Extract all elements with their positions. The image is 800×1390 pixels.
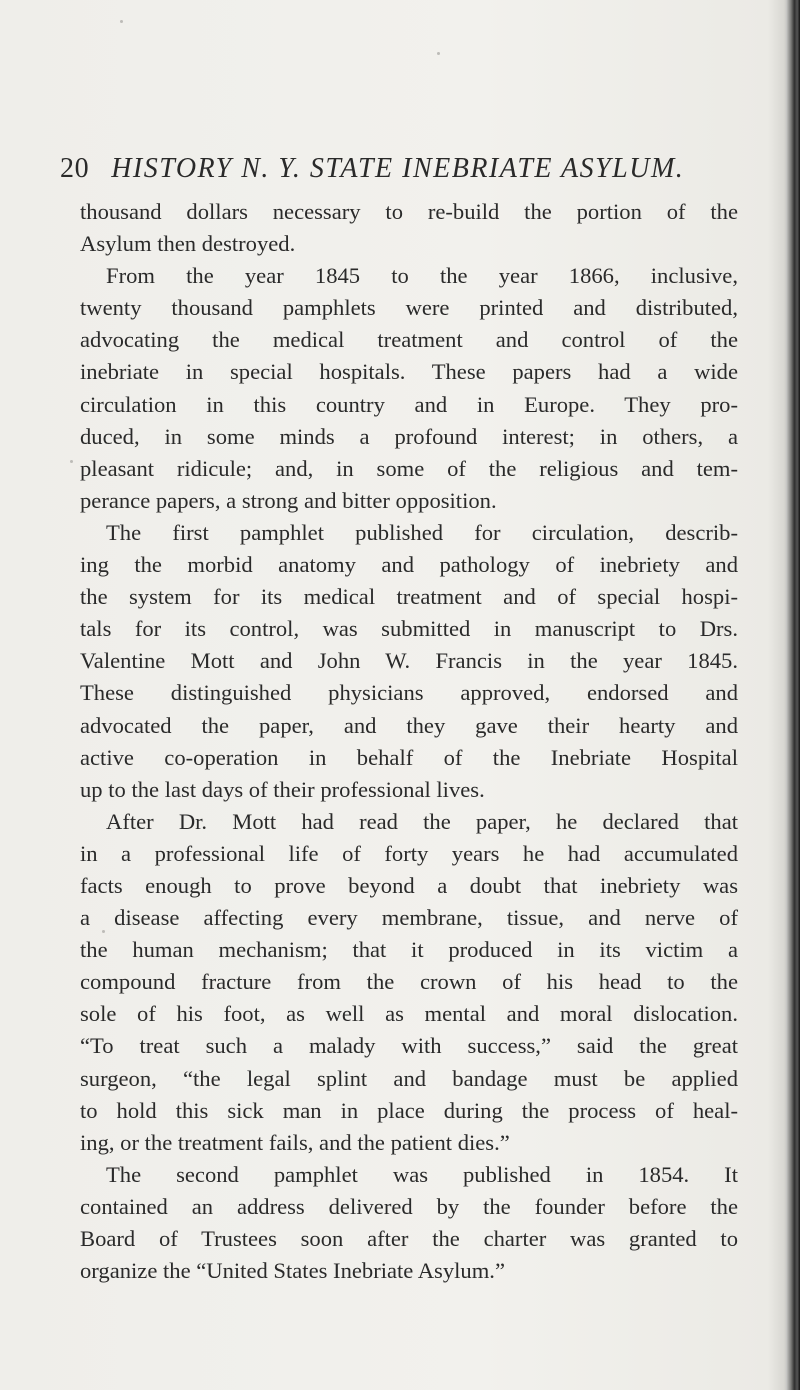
- text-line: a disease affecting every membrane, tissue, and nerve of: [80, 905, 738, 931]
- text-line: “To treat such a malady with success,” said the great: [80, 1033, 738, 1059]
- text-line: contained an address delivered by the founder before the: [80, 1193, 738, 1219]
- text-line: From the year 1845 to the year 1866, inclusive,: [106, 263, 738, 289]
- text-line: advocating the medical treatment and control of the: [80, 327, 738, 353]
- text-line: These distinguished physicians approved, endorsed and: [80, 680, 738, 706]
- page-number: 20: [60, 153, 90, 184]
- text-line: organize the “United States Inebriate Asylum.”: [80, 1258, 505, 1284]
- text-line: Asylum then destroyed.: [80, 231, 296, 257]
- text-line: tals for its control, was submitted in manuscript to Drs.: [80, 616, 738, 642]
- text-line: perance papers, a strong and bitter opposition.: [80, 487, 497, 513]
- paper-speck: [120, 20, 123, 23]
- text-line: inebriate in special hospitals. These papers had a wide: [80, 359, 738, 385]
- text-line: pleasant ridicule; and, in some of the religious and tem-: [80, 455, 738, 481]
- text-line: The second pamphlet was published in 1854. It: [106, 1161, 738, 1187]
- text-line: ing, or the treatment fails, and the patient dies.”: [80, 1129, 510, 1155]
- text-line: facts enough to prove beyond a doubt that inebriety was: [80, 872, 738, 898]
- text-line: circulation in this country and in Europe. They pro-: [80, 391, 738, 417]
- text-line: surgeon, “the legal splint and bandage must be applied: [80, 1065, 738, 1091]
- binding-edge: [786, 0, 800, 1390]
- text-line: in a professional life of forty years he had accumulated: [80, 840, 738, 866]
- text-line: sole of his foot, as well as mental and moral dislocation.: [80, 1001, 738, 1027]
- running-title: HISTORY N. Y. STATE INEBRIATE ASYLUM.: [111, 153, 685, 184]
- text-line: After Dr. Mott had read the paper, he declared that: [106, 808, 738, 834]
- text-line: duced, in some minds a profound interest; in others, a: [80, 423, 738, 449]
- text-line: twenty thousand pamphlets were printed and distributed,: [80, 295, 738, 321]
- text-line: The first pamphlet published for circulation, describ-: [106, 519, 738, 545]
- text-line: thousand dollars necessary to re-build the portion of the: [80, 199, 738, 224]
- body-text: [80, 196, 738, 1287]
- text-line: the human mechanism; that it produced in its victim a: [80, 937, 738, 963]
- text-line: compound fracture from the crown of his head to the: [80, 969, 738, 995]
- running-head: [60, 151, 720, 187]
- paper-speck: [437, 52, 440, 55]
- text-line: to hold this sick man in place during the process of heal-: [80, 1097, 738, 1123]
- text-line: the system for its medical treatment and of special hospi-: [80, 584, 738, 610]
- text-line: Board of Trustees soon after the charter was granted to: [80, 1226, 738, 1251]
- text-line: advocated the paper, and they gave their hearty and: [80, 712, 738, 738]
- text-line: active co-operation in behalf of the Inebriate Hospital: [80, 744, 738, 770]
- text-line: Valentine Mott and John W. Francis in the year 1845.: [80, 648, 738, 674]
- paper-speck: [70, 460, 73, 463]
- text-line: up to the last days of their professional lives.: [80, 776, 485, 802]
- text-line: ing the morbid anatomy and pathology of inebriety and: [80, 552, 738, 578]
